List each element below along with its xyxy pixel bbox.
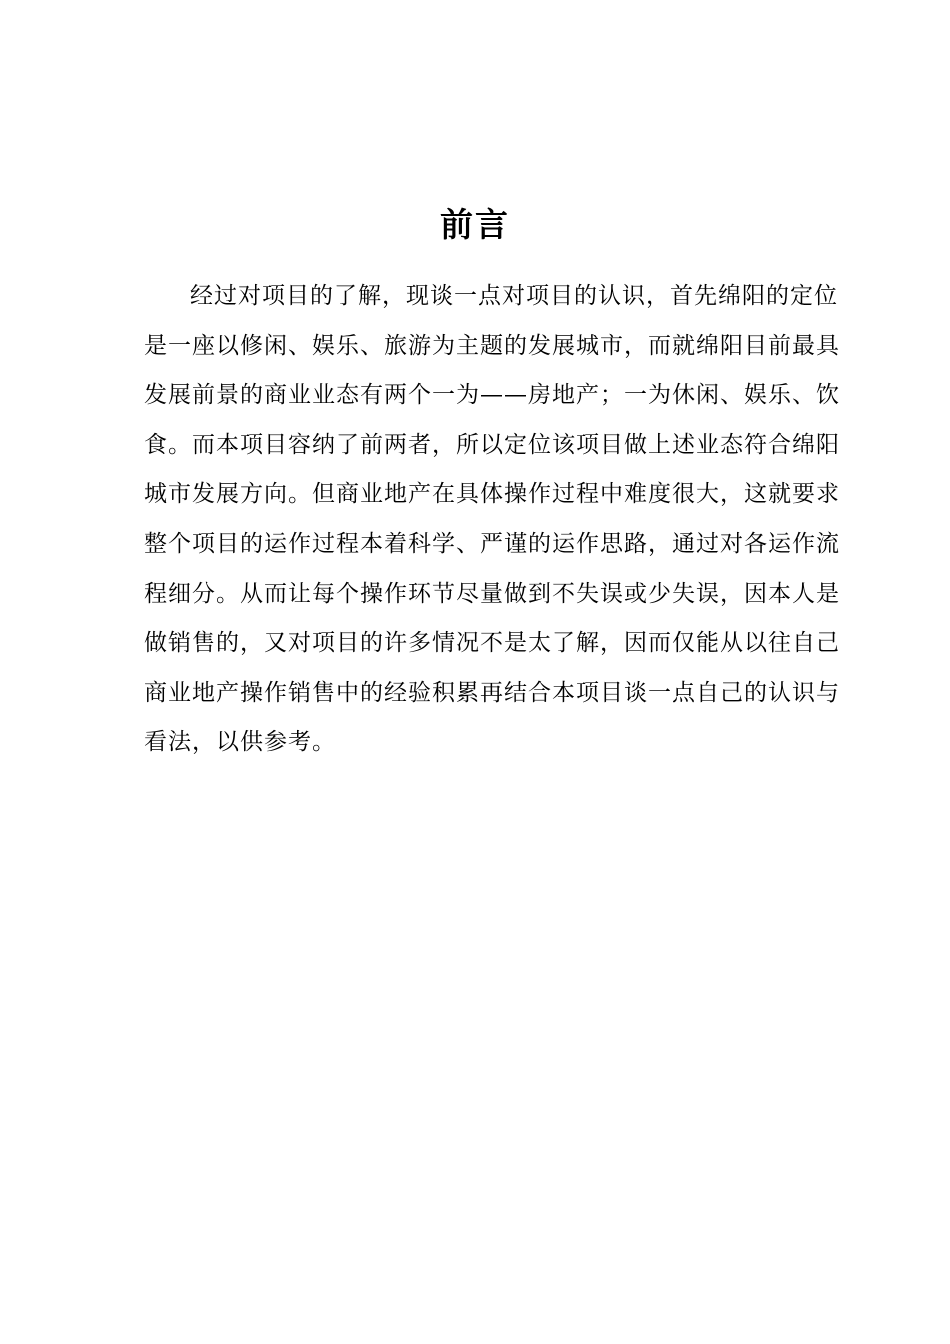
paragraph-line: 程细分。从而让每个操作环节尽量做到不失误或少失误，因本人是	[144, 580, 840, 607]
paragraph-line: 城市发展方向。但商业地产在具体操作过程中难度很大，这就要求	[144, 481, 840, 508]
paragraph-line: 食。而本项目容纳了前两者，所以定位该项目做上述业态符合绵阳	[144, 431, 840, 458]
paragraph-line: 看法，以供参考。	[144, 729, 336, 756]
page-title: 前言	[440, 205, 510, 244]
paragraph-line: 是一座以修闲、娱乐、旅游为主题的发展城市，而就绵阳目前最具	[144, 332, 840, 359]
paragraph-line: 商业地产操作销售中的经验积累再结合本项目谈一点自己的认识与	[144, 679, 840, 706]
preface-paragraph	[144, 272, 840, 768]
paragraph-line: 发展前景的商业业态有两个一为——房地产；一为休闲、娱乐、饮	[144, 382, 840, 409]
paragraph-line: 做销售的，又对项目的许多情况不是太了解，因而仅能从以往自己	[144, 630, 840, 657]
paragraph-line: 经过对项目的了解，现谈一点对项目的认识，首先绵阳的定位	[190, 283, 838, 309]
paragraph-line: 整个项目的运作过程本着科学、严谨的运作思路，通过对各运作流	[144, 530, 840, 557]
